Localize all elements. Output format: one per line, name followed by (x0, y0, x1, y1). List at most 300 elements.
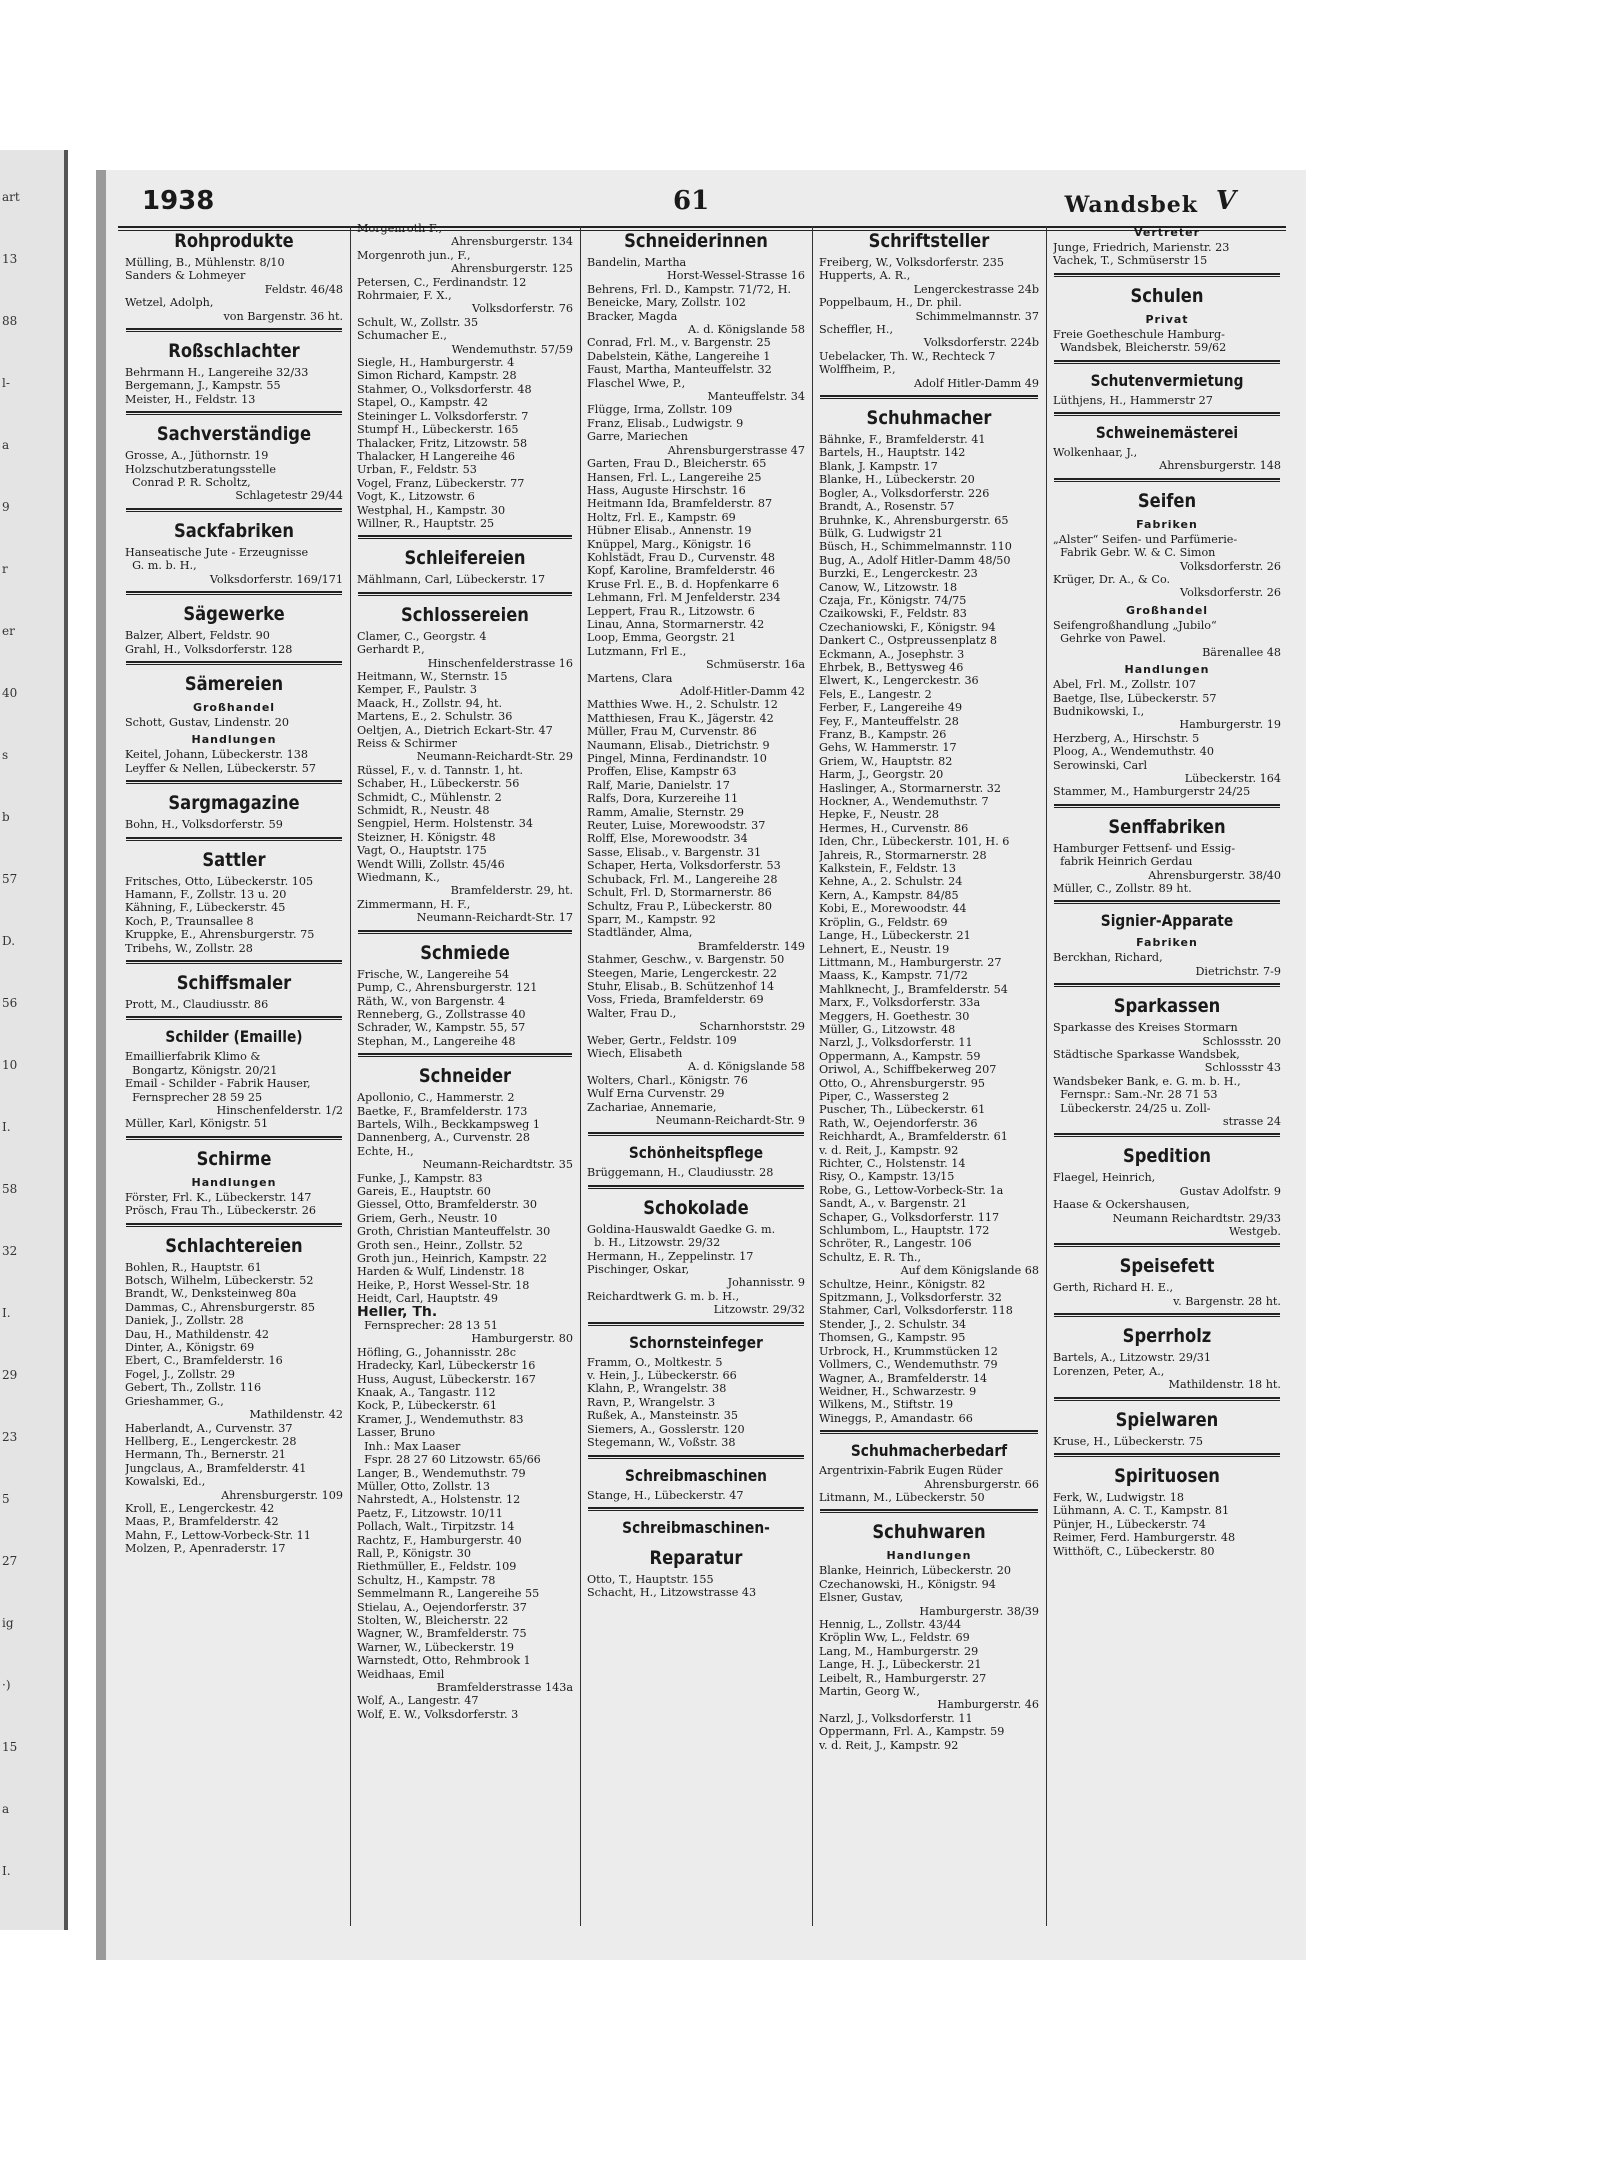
entry-line: Griem, Gerh., Neustr. 10 (357, 1211, 498, 1225)
entry-line: Stammer, M., Hamburgerstr 24/25 (1053, 785, 1251, 799)
entry-line: Junge, Friedrich, Marienstr. 23 (1053, 241, 1230, 254)
directory-entry (816, 1130, 1042, 1143)
entry-line: Schult, Frl. D, Stormarnerstr. 86 (587, 886, 772, 900)
entry-line: Eckmann, A., Josephstr. 3 (819, 647, 965, 661)
entry-line: Schaper, Herta, Volksdorferstr. 53 (587, 859, 781, 873)
directory-entry (1050, 619, 1284, 659)
entry-line: Warnstedt, Otto, Rehmbrook 1 (357, 1654, 531, 1668)
directory-entry (584, 792, 808, 805)
entry-line: Rachtz, F., Hamburgerstr. 40 (357, 1533, 522, 1547)
directory-entry (816, 1412, 1042, 1425)
entry-line: Funke, J., Kampstr. 83 (357, 1171, 483, 1185)
entry-line: Weber, Gertr., Feldstr. 109 (587, 1033, 737, 1047)
entry-line: Baetge, Ilse, Lübeckerstr. 57 (1053, 691, 1217, 705)
directory-entry (584, 524, 808, 537)
entry-line: Fernspr.: Sam.-Nr. 28 71 53 (1053, 1088, 1218, 1102)
entry-line: Kruse Frl. E., B. d. Hopfenkarre 6 (587, 577, 780, 591)
entry-line: Schröter, R., Langestr. 106 (819, 1237, 972, 1251)
entry-line: Rolff, Else, Morewoodstr. 34 (587, 832, 748, 846)
entry-line: Leyffer & Nellen, Lübeckerstr. 57 (125, 761, 316, 775)
category-heading: Schuhmacherbedarf (850, 1441, 1008, 1461)
directory-entry (1050, 1518, 1284, 1531)
entry-line: Semmelmann R., Langereihe 55 (357, 1587, 540, 1601)
directory-entry (816, 323, 1042, 350)
directory-entry (1050, 533, 1284, 573)
entry-line: Matthies Wwe. H., 2. Schulstr. 12 (587, 698, 778, 712)
directory-entry (354, 670, 576, 683)
entry-line: Tribehs, W., Zollstr. 28 (125, 941, 253, 955)
directory-entry (816, 487, 1042, 500)
entry-line: Martens, E., 2. Schulstr. 36 (357, 710, 513, 724)
directory-entry (122, 1274, 346, 1287)
entry-line: Dau, H., Mathildenstr. 42 (125, 1327, 270, 1341)
directory-entry (354, 1708, 576, 1721)
entry-line: Berckhan, Richard, (1053, 951, 1163, 965)
entry-line: Reiss & Schirmer (357, 737, 457, 750)
entry-line: Volksdorferstr. 76 (472, 302, 573, 316)
directory-entry (354, 396, 576, 409)
entry-line: Schlossstr 43 (1204, 1061, 1281, 1075)
entry-line: Ahrensburgerstr. 134 (451, 235, 573, 249)
entry-line: Wolters, Charl., Königstr. 76 (587, 1073, 748, 1087)
directory-entry (354, 1118, 576, 1131)
entry-line: Oeltjen, A., Dietrich Eckart-Str. 47 (357, 723, 553, 737)
entry-line: Sasse, Elisab., v. Bargenstr. 31 (587, 845, 762, 859)
entry-line: Wendemuthstr. 57/59 (451, 342, 573, 356)
directory-entry (354, 995, 576, 1008)
directory-entry (816, 567, 1042, 580)
entry-line: Knaak, A., Tangastr. 112 (357, 1386, 496, 1400)
directory-entry (122, 875, 346, 888)
entry-line: Mahn, F., Lettow-Vorbeck-Str. 11 (125, 1528, 311, 1542)
directory-entry (816, 849, 1042, 862)
entry-line: Stephan, M., Langereihe 48 (357, 1034, 516, 1048)
entry-line: Grahl, H., Volksdorferstr. 128 (125, 642, 293, 656)
directory-entry (354, 1654, 576, 1667)
facing-page-fragment: 23 (2, 1430, 18, 1444)
directory-entry (122, 998, 346, 1011)
directory-entry (816, 1372, 1042, 1385)
directory-entry (354, 1105, 576, 1118)
directory-entry (122, 888, 346, 901)
entry-line: Stadtländer, Alma, (587, 926, 693, 940)
directory-entry (816, 862, 1042, 875)
directory-entry (584, 511, 808, 524)
directory-entry (584, 953, 808, 966)
entry-line: Langer, B., Wendemuthstr. 79 (357, 1466, 526, 1480)
directory-entry (816, 1725, 1042, 1738)
facing-page-fragment: 29 (2, 1368, 18, 1382)
entry-line: Schmidt, R., Neustr. 48 (357, 804, 490, 818)
entry-line: Kruse, H., Lübeckerstr. 75 (1053, 1434, 1203, 1448)
entry-line: Reichhardt, A., Bramfelderstr. 61 (819, 1130, 1008, 1144)
directory-entry (816, 782, 1042, 795)
entry-line: Bähnke, F., Bramfelderstr. 41 (819, 433, 986, 447)
page-number: 61 (673, 186, 710, 216)
entry-line: Schultz, Frau P., Lübeckerstr. 80 (587, 899, 773, 913)
category-heading: Schuhmacher (866, 407, 992, 430)
directory-entry (122, 716, 346, 729)
page-volume: V (1215, 186, 1236, 216)
directory-entry (584, 712, 808, 725)
directory-entry (1050, 241, 1284, 254)
entry-line: Meggers, H. Goethestr. 30 (819, 1009, 970, 1023)
section-divider (588, 1455, 804, 1459)
facing-page-fragment: 13 (2, 252, 18, 266)
entry-line: Schaper, G., Volksdorferstr. 117 (819, 1210, 1000, 1224)
section-divider (1054, 360, 1280, 364)
directory-entry (354, 1091, 576, 1104)
directory-entry (816, 1304, 1042, 1317)
entry-line: Mathildenstr. 42 (249, 1408, 343, 1422)
entry-line: Hennig, L., Zollstr. 43/44 (819, 1617, 962, 1631)
entry-line: Hanseatische Jute - Erzeugnisse (125, 545, 309, 559)
directory-entry (584, 967, 808, 980)
entry-line: Müller, G., Litzowstr. 48 (819, 1022, 956, 1036)
entry-line: Neumann-Reichardt-Str. 29 (416, 750, 573, 764)
entry-line: Groth, Christian Manteuffelstr. 30 (357, 1225, 551, 1239)
directory-entry (816, 1398, 1042, 1411)
directory-entry (354, 1239, 576, 1252)
directory-entry (816, 822, 1042, 835)
directory-entry (122, 1462, 346, 1475)
directory-entry (816, 983, 1042, 996)
directory-entry (354, 1574, 576, 1587)
directory-entry (1050, 1365, 1284, 1392)
directory-entry (816, 1358, 1042, 1371)
directory-entry (354, 504, 576, 517)
directory-entry (122, 1314, 346, 1327)
entry-line: Herzberg, A., Hirschstr. 5 (1053, 731, 1200, 745)
facing-page-fragment: a (2, 1802, 10, 1816)
directory-entry (354, 981, 576, 994)
entry-line: Botsch, Wilhelm, Lübeckerstr. 52 (125, 1274, 314, 1288)
directory-entry (1050, 328, 1284, 355)
directory-entry (584, 1586, 808, 1599)
category-subheading: Handlungen (191, 733, 277, 747)
section-divider (358, 592, 572, 596)
directory-entry (1050, 842, 1284, 882)
directory-entry (584, 1087, 808, 1100)
section-divider (1054, 983, 1280, 987)
entry-line: Schultze, Heinr., Königstr. 82 (819, 1277, 986, 1291)
directory-entry (816, 634, 1042, 647)
directory-entry (816, 1685, 1042, 1712)
entry-line: Ralf, Marie, Danielstr. 17 (587, 778, 730, 792)
directory-entry (1050, 1021, 1284, 1048)
entry-line: Koch, P., Traunsallee 8 (125, 914, 254, 928)
directory-entry (816, 256, 1042, 269)
directory-entry (584, 1436, 808, 1449)
facing-page-fragment: r (2, 562, 8, 576)
section-divider (126, 960, 342, 964)
entry-line: Garten, Frau D., Bleicherstr. 65 (587, 457, 767, 471)
entry-line: Pollach, Walt., Tirpitzstr. 14 (357, 1520, 515, 1534)
directory-entry (354, 1035, 576, 1048)
entry-line: Vachek, T., Schmüserstr 15 (1053, 254, 1208, 268)
entry-line: Kalkstein, F., Feldstr. 13 (819, 862, 957, 876)
entry-line: Giessel, Otto, Bramfelderstr. 30 (357, 1198, 537, 1212)
directory-entry (584, 1382, 808, 1395)
entry-line: Mathildenstr. 18 ht. (1168, 1378, 1281, 1392)
entry-line: Balzer, Albert, Feldstr. 90 (125, 629, 270, 643)
directory-entry (584, 725, 808, 738)
category-subheading: Großhandel (192, 700, 276, 714)
directory-entry (354, 1399, 576, 1412)
entry-line: Bohn, H., Volksdorferstr. 59 (125, 818, 283, 832)
entry-line: Gerhardt P., (357, 643, 425, 657)
facing-page-fragment: D. (2, 934, 16, 948)
directory-entry (816, 1672, 1042, 1685)
entry-line: Maas, P., Bramfelderstr. 42 (125, 1515, 279, 1529)
entry-line: Nahrstedt, A., Holstenstr. 12 (357, 1493, 521, 1507)
directory-entry (122, 463, 346, 503)
directory-entry (816, 1345, 1042, 1358)
directory-entry (584, 819, 808, 832)
entry-line: Flaegel, Heinrich, (1053, 1171, 1156, 1185)
directory-entry (584, 913, 808, 926)
directory-entry (1050, 785, 1284, 798)
directory-entry (816, 661, 1042, 674)
directory-entry (584, 363, 808, 376)
entry-line: Bracker, Magda (587, 309, 678, 323)
entry-line: Zimmermann, H. F., (357, 897, 471, 911)
entry-line: Dankert C., Ostpreussenplatz 8 (819, 634, 997, 648)
directory-entry (584, 605, 808, 618)
directory-entry (584, 618, 808, 631)
entry-line: Seifengroßhandlung „Jubilo“ (1053, 618, 1217, 632)
entry-line: Leppert, Frau R., Litzowstr. 6 (587, 604, 755, 618)
entry-line: Höfling, G., Johannisstr. 28c (357, 1345, 517, 1359)
entry-line: Müller, Karl, Königstr. 51 (125, 1117, 269, 1131)
entry-line: Lehmann, Frl. M Jenfelderstr. 234 (587, 591, 781, 605)
directory-entry (122, 942, 346, 955)
category-heading: Schweinemästerei (1095, 423, 1239, 443)
entry-line: Steizner, H. Königstr. 48 (357, 830, 496, 844)
entry-line: Walter, Frau D., (587, 1006, 677, 1020)
category-subheading: Großhandel (1125, 603, 1209, 617)
directory-entry (122, 928, 346, 941)
directory-entry (816, 296, 1042, 323)
entry-line: Pingel, Minna, Ferdinandstr. 10 (587, 752, 767, 766)
directory-entry (122, 1448, 346, 1461)
entry-line: Jungclaus, A., Bramfelderstr. 41 (125, 1461, 307, 1475)
entry-line: Hamburgerstr. 46 (937, 1698, 1039, 1712)
entry-line: Fabrik Gebr. W. & C. Simon (1053, 546, 1216, 560)
directory-entry (816, 741, 1042, 754)
directory-entry (816, 808, 1042, 821)
entry-line: Müller, C., Zollstr. 89 ht. (1053, 881, 1192, 895)
entry-line: Oppermann, A., Kampstr. 59 (819, 1049, 981, 1063)
entry-line: Schultz, H., Kampstr. 78 (357, 1573, 496, 1587)
entry-line: Volksdorferstr. 26 (1180, 559, 1281, 573)
directory-entry (122, 629, 346, 642)
section-divider (588, 1507, 804, 1511)
facing-page-fragment: 27 (2, 1554, 18, 1568)
entry-line: Kohlstädt, Frau D., Curvenstr. 48 (587, 550, 775, 564)
entry-line: Wulf Erna Curvenstr. 29 (587, 1087, 725, 1101)
directory-entry (816, 363, 1042, 390)
entry-line: Hamburgerstr. 19 (1179, 718, 1281, 732)
entry-line: Adolf Hitler-Damm 49 (913, 376, 1039, 390)
entry-line: Haslinger, A., Stormarnerstr. 32 (819, 781, 1002, 795)
entry-line: Kehne, A., 2. Schulstr. 24 (819, 875, 963, 889)
entry-line: Dammas, C., Ahrensburgerstr. 85 (125, 1300, 315, 1314)
entry-line: Adolf-Hitler-Damm 42 (680, 685, 805, 698)
entry-line: fabrik Heinrich Gerdau (1053, 855, 1193, 869)
entry-line: Hinschenfelderstr. 1/2 (216, 1104, 343, 1117)
entry-line: Siegle, H., Hamburgerstr. 4 (357, 356, 515, 370)
directory-entry (816, 728, 1042, 741)
directory-entry (816, 1331, 1042, 1344)
entry-line: Warner, W., Lübeckerstr. 19 (357, 1640, 514, 1654)
entry-line: Neumann-Reichardt-Str. 17 (416, 911, 573, 925)
entry-line: Prösch, Frau Th., Lübeckerstr. 26 (125, 1204, 316, 1218)
entry-line: Blanke, Heinrich, Lübeckerstr. 20 (819, 1564, 1011, 1578)
entry-line: Kern, A., Kampstr. 84/85 (819, 888, 959, 902)
category-subheading: Fabriken (1136, 517, 1198, 531)
facing-page-fragment: 40 (2, 686, 18, 700)
entry-line: Czechanowski, H., Königstr. 94 (819, 1577, 996, 1591)
directory-entry (584, 1573, 808, 1586)
entry-line: Lengerckestrasse 24b (913, 282, 1039, 296)
entry-line: Groth jun., Heinrich, Kampstr. 22 (357, 1252, 547, 1265)
directory-entry (354, 410, 576, 423)
directory-entry (816, 1658, 1042, 1671)
entry-line: A. d. Königslande 58 (688, 1060, 805, 1074)
category-heading: Reparatur (649, 1546, 743, 1569)
directory-entry (1050, 1491, 1284, 1504)
directory-entry (816, 648, 1042, 661)
directory-entry (122, 1395, 346, 1422)
entry-line: Freie Goetheschule Hamburg- (1053, 327, 1225, 341)
entry-line: Gustav Adolfstr. 9 (1179, 1184, 1281, 1198)
entry-line: Bartels, A., Litzowstr. 29/31 (1053, 1351, 1211, 1365)
directory-entry (816, 1631, 1042, 1644)
directory-entry (816, 1739, 1042, 1752)
entry-line: Mahlknecht, J., Bramfelderstr. 54 (819, 982, 1008, 996)
entry-line: Ferber, F., Langereihe 49 (819, 701, 963, 715)
directory-entry (1050, 1075, 1284, 1129)
entry-line: Vogel, Franz, Lübeckerstr. 77 (357, 476, 525, 490)
entry-line: Paetz, F., Litzowstr. 10/11 (357, 1506, 503, 1520)
entry-line: Kopf, Karoline, Bramfelderstr. 46 (587, 564, 776, 578)
directory-entry (354, 844, 576, 857)
entry-line: Stange, H., Lübeckerstr. 47 (587, 1488, 744, 1502)
directory-entry (1050, 254, 1284, 267)
directory-entry (816, 1385, 1042, 1398)
entry-line: Beneicke, Mary, Zollstr. 102 (587, 296, 746, 310)
category-heading: Schneider (418, 1065, 512, 1088)
section-divider (588, 1132, 804, 1136)
directory-entry (816, 768, 1042, 781)
entry-line: Hupperts, A. R., (819, 269, 911, 283)
category-heading: Sparkassen (1113, 995, 1221, 1018)
entry-line: Krüger, Dr. A., & Co. (1053, 573, 1171, 587)
entry-line: Stapel, O., Kampstr. 42 (357, 396, 488, 410)
directory-entry (1050, 1198, 1284, 1238)
entry-line: Steininger L. Volksdorferstr. 7 (357, 409, 529, 423)
entry-line: Grosse, A., Jüthornstr. 19 (125, 449, 269, 463)
entry-line: Abel, Frl. M., Zollstr. 107 (1053, 678, 1196, 692)
entry-line: Heike, P., Horst Wessel-Str. 18 (357, 1278, 530, 1292)
directory-entry (354, 1467, 576, 1480)
entry-line: Hamburgerstr. 80 (471, 1332, 573, 1346)
entry-line: Gareis, E., Hauptstr. 60 (357, 1184, 491, 1198)
directory-entry (816, 1224, 1042, 1237)
entry-line: Bartels, Wilh., Beckkampsweg 1 (357, 1117, 540, 1131)
entry-line: Bülk, G. Ludwigstr 21 (819, 526, 944, 540)
directory-entry (584, 886, 808, 899)
directory-entry (584, 1396, 808, 1409)
section-divider (126, 328, 342, 332)
directory-entry (122, 449, 346, 462)
directory-entry (354, 777, 576, 790)
entry-line: Westphal, H., Kampstr. 30 (357, 503, 506, 517)
directory-entry (1050, 573, 1284, 600)
directory-entry (816, 554, 1042, 567)
entry-line: Dannenberg, A., Curvenstr. 28 (357, 1131, 530, 1145)
entry-line: Harden & Wulf, Lindenstr. 18 (357, 1265, 525, 1279)
entry-line: Wiedmann, K., (357, 871, 440, 885)
entry-line: Littmann, M., Hamburgerstr. 27 (819, 955, 1002, 969)
directory-entry (354, 1225, 576, 1238)
directory-entry (122, 1050, 346, 1077)
directory-entry (584, 1007, 808, 1034)
section-divider (1054, 1243, 1280, 1247)
entry-line: Brandt, W., Denksteinweg 80a (125, 1287, 297, 1301)
directory-entry (816, 1578, 1042, 1591)
directory-entry (584, 497, 808, 510)
directory-entry (816, 1197, 1042, 1210)
category-heading: Sachverständige (156, 423, 312, 446)
directory-entry (354, 630, 576, 643)
facing-page-edge (0, 150, 68, 1930)
directory-entry (816, 875, 1042, 888)
entry-line: Risy, O., Kampstr. 13/15 (819, 1170, 955, 1184)
category-heading: Schuhwaren (872, 1521, 986, 1544)
column-4 (816, 222, 1042, 1930)
entry-line: Piper, C., Wassersteg 2 (819, 1089, 950, 1103)
directory-entry (816, 1023, 1042, 1036)
directory-entry (816, 1564, 1042, 1577)
category-heading: Sargmagazine (168, 792, 300, 815)
directory-entry (354, 1587, 576, 1600)
entry-line: Bohlen, R., Hauptstr. 61 (125, 1260, 262, 1274)
entry-line: Lübeckerstr. 24/25 u. Zoll- (1053, 1101, 1211, 1115)
entry-line: Kramer, J., Wendemuthstr. 83 (357, 1412, 524, 1426)
entry-line: Brandt, A., Rosenstr. 57 (819, 500, 955, 514)
directory-entry (354, 1480, 576, 1493)
directory-entry (122, 1261, 346, 1274)
entry-line: Wagner, A., Bramfelderstr. 14 (819, 1371, 988, 1385)
entry-line: Freiberg, W., Volksdorferstr. 235 (819, 256, 1004, 269)
entry-line: Gehrke von Pawel. (1053, 632, 1167, 646)
category-heading: Schlossereien (401, 603, 529, 626)
entry-line: Griem, W., Hauptstr. 82 (819, 754, 953, 768)
category-heading: Schilder (Emaille) (165, 1027, 303, 1047)
entry-line: Faust, Martha, Manteuffelstr. 32 (587, 363, 772, 377)
directory-entry (816, 621, 1042, 634)
directory-entry (122, 762, 346, 775)
entry-line: Lang, M., Hamburgerstr. 29 (819, 1644, 979, 1658)
entry-line: Schumacher E., (357, 329, 447, 343)
directory-entry (584, 1047, 808, 1074)
directory-entry (354, 1426, 576, 1466)
entry-line: Schacht, H., Litzowstrasse 43 (587, 1586, 757, 1600)
entry-line: Bramfelderstrasse 143a (436, 1681, 573, 1694)
directory-entry (354, 1346, 576, 1359)
